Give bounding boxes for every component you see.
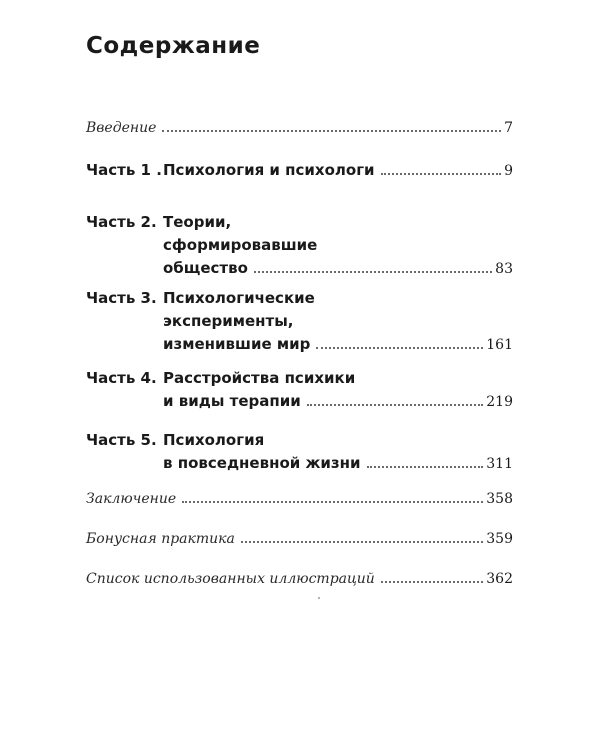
toc-line xyxy=(86,484,513,507)
toc-line xyxy=(86,564,513,587)
dot-leader xyxy=(381,581,483,583)
toc-line xyxy=(86,524,513,547)
toc-entry-part-4[interactable] xyxy=(86,364,513,410)
toc-line xyxy=(86,208,513,231)
toc-entry-introduction[interactable] xyxy=(86,113,513,136)
toc-line xyxy=(86,387,513,410)
part-title-line: Расстройства психики xyxy=(163,369,356,387)
part-number: Часть 5. xyxy=(86,431,157,449)
print-speck xyxy=(318,597,320,599)
dot-leader xyxy=(162,130,501,132)
dot-leader xyxy=(307,404,484,406)
toc-line xyxy=(86,426,513,449)
toc-line xyxy=(86,156,513,179)
toc-entry-label: Бонусная практика xyxy=(86,531,235,547)
dot-leader xyxy=(316,347,483,349)
toc-entry-part-1[interactable] xyxy=(86,156,513,179)
dot-leader xyxy=(182,501,483,503)
dot-leader xyxy=(254,271,492,273)
page-number: 311 xyxy=(486,456,513,472)
part-title-line: сформировавшие xyxy=(163,236,318,254)
part-title: Психология и психологи xyxy=(163,161,375,179)
part-title-line: Теории, xyxy=(163,213,232,231)
toc-line xyxy=(86,449,513,472)
toc-entry-part-2[interactable] xyxy=(86,208,513,277)
toc-line xyxy=(86,113,513,136)
part-title-line: Психологические xyxy=(163,289,315,307)
part-title-line: и виды терапии xyxy=(163,392,301,410)
dot-leader xyxy=(381,173,502,175)
toc-line xyxy=(86,364,513,387)
toc-entry-label: Введение xyxy=(86,120,157,136)
page-title: Содержание xyxy=(86,33,261,59)
toc-line xyxy=(86,231,513,254)
page-number: 7 xyxy=(504,120,513,136)
part-number: Часть 3. xyxy=(86,289,157,307)
part-number: Часть 1 . xyxy=(86,161,162,179)
page-number: 219 xyxy=(486,394,513,410)
dot-leader xyxy=(241,541,483,543)
page-number: 83 xyxy=(495,261,513,277)
toc-entry-label: Заключение xyxy=(86,491,177,507)
toc-entry-bonus-practice[interactable] xyxy=(86,524,513,547)
part-title-line: изменившие мир xyxy=(163,335,311,353)
part-number: Часть 4. xyxy=(86,369,157,387)
page-number: 9 xyxy=(504,163,513,179)
part-title-line: Психология xyxy=(163,431,265,449)
toc-line xyxy=(86,284,513,307)
toc-line xyxy=(86,307,513,330)
page-number: 362 xyxy=(486,571,513,587)
part-number: Часть 2. xyxy=(86,213,157,231)
page-number: 358 xyxy=(486,491,513,507)
page-number: 359 xyxy=(486,531,513,547)
part-title-line: в повседневной жизни xyxy=(163,454,361,472)
toc-entry-illustrations-list[interactable] xyxy=(86,564,513,587)
dot-leader xyxy=(367,466,484,468)
toc-entry-part-5[interactable] xyxy=(86,426,513,472)
page-number: 161 xyxy=(486,337,513,353)
toc-line xyxy=(86,330,513,353)
toc-line xyxy=(86,254,513,277)
part-title-line: эксперименты, xyxy=(163,312,294,330)
toc-entry-part-3[interactable] xyxy=(86,284,513,353)
part-title-line: общество xyxy=(163,259,248,277)
toc-entry-conclusion[interactable] xyxy=(86,484,513,507)
toc-entry-label: Список использованных иллюстраций xyxy=(86,571,375,587)
